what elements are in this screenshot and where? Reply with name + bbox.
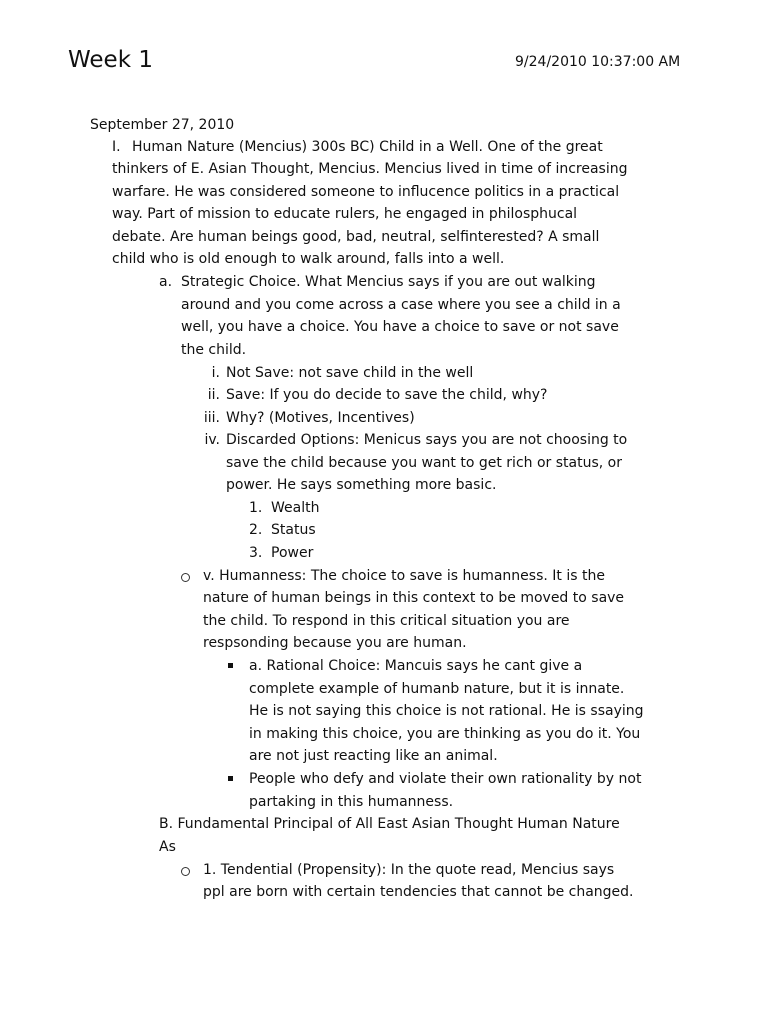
section-i-line-6: child who is old enough to walk around, falls into a well. [112,251,505,267]
numbered-1-marker: 1. [249,500,263,516]
item-v-line-3: the child. To respond in this critical situation you are [203,613,570,629]
item-a-line-2: around and you come across a case where you see a child in a [181,297,621,313]
roman-iv-line-1: Discarded Options: Menicus says you are not choosing to [226,432,628,448]
section-i-line-5: debate. Are human beings good, bad, neutral, selfinterested? A small [112,229,600,245]
document-title: Week 1 [68,47,153,73]
roman-iv-marker: iv. [204,432,220,448]
numbered-2-text: Status [271,522,316,538]
section-i-line-1: Human Nature (Mencius) 300s BC) Child in a Well. One of the great [132,139,603,155]
tendential-line-2: ppl are born with certain tendencies that cannot be changed. [203,884,634,900]
item-a-marker: a. [159,274,173,290]
section-b-line-1: B. Fundamental Principal of All East Asian Thought Human Nature [159,816,620,832]
square-1-line-2: complete example of humanb nature, but it is innate. [249,681,625,697]
document-timestamp: 9/24/2010 10:37:00 AM [515,54,681,70]
square-1-line-1: a. Rational Choice: Mancuis says he cant give a [249,658,583,674]
roman-iv-line-3: power. He says something more basic. [226,477,497,493]
numbered-2-marker: 2. [249,522,263,538]
item-a-line-4: the child. [181,342,247,358]
item-a-line-3: well, you have a choice. You have a choice to save or not save [181,319,619,335]
section-b-line-2: As [159,839,176,855]
numbered-1-text: Wealth [271,500,320,516]
item-a-line-1: Strategic Choice. What Mencius says if you are out walking [181,274,596,290]
roman-iii-text: Why? (Motives, Incentives) [226,410,415,426]
roman-iv-line-2: save the child because you want to get rich or status, or [226,455,622,471]
square-2-line-1: People who defy and violate their own rationality by not [249,771,642,787]
numbered-3-marker: 3. [249,545,263,561]
tendential-line-1: 1. Tendential (Propensity): In the quote read, Mencius says [203,862,615,878]
section-i-marker: I. [112,139,121,155]
square-bullet [228,776,233,781]
circle-bullet [181,573,190,582]
section-i-line-2: thinkers of E. Asian Thought, Mencius. Mencius lived in time of increasing [112,161,628,177]
square-bullet [228,663,233,668]
roman-i-text: Not Save: not save child in the well [226,365,474,381]
roman-ii-marker: ii. [207,387,220,403]
item-v-line-2: nature of human beings in this context to be moved to save [203,590,625,606]
roman-ii-text: Save: If you do decide to save the child, why? [226,387,548,403]
section-i-line-3: warfare. He was considered someone to influcence politics in a practical [112,184,620,200]
section-i-line-4: way. Part of mission to educate rulers, he engaged in philosphucal [112,206,578,222]
square-2-line-2: partaking in this humanness. [249,794,454,810]
date-heading: September 27, 2010 [90,117,235,133]
item-v-line-1: v. Humanness: The choice to save is humanness. It is the [203,568,605,584]
square-1-line-5: are not just reacting like an animal. [249,748,498,764]
square-1-line-3: He is not saying this choice is not rational. He is ssaying [249,703,644,719]
roman-i-marker: i. [211,365,220,381]
numbered-3-text: Power [271,545,314,561]
roman-iii-marker: iii. [203,410,220,426]
item-v-line-4: respsonding because you are human. [203,635,467,651]
square-1-line-4: in making this choice, you are thinking as you do it. You [249,726,641,742]
circle-bullet [181,867,190,876]
